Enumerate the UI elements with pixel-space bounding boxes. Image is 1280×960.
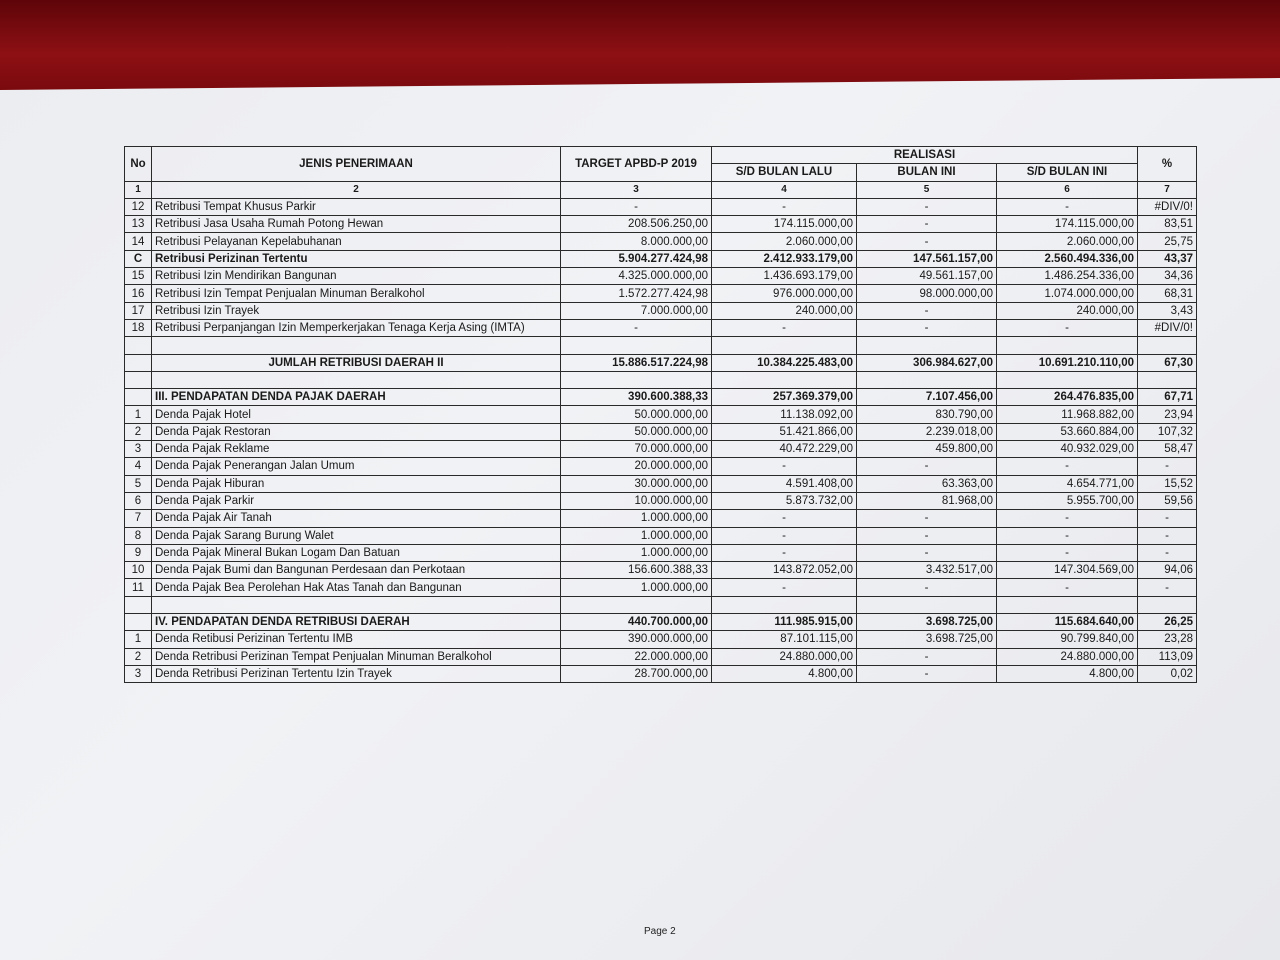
sd-bulan-ini-value: 24.880.000,00 (997, 648, 1138, 665)
sd-bulan-ini-value: - (997, 198, 1138, 215)
target-value: 15.886.517.224,98 (561, 354, 712, 371)
sd-bulan-lalu-value: 87.101.115,00 (712, 631, 857, 648)
background-top (0, 0, 1280, 90)
percent-value: - (1138, 458, 1197, 475)
sd-bulan-lalu-value: - (712, 527, 857, 544)
sd-bulan-lalu-value: 2.412.933.179,00 (712, 250, 857, 267)
sd-bulan-lalu-value: 4.800,00 (712, 665, 857, 682)
percent-value: 67,71 (1138, 389, 1197, 406)
blank-row (125, 596, 1197, 613)
row-name: JUMLAH RETRIBUSI DAERAH II (152, 354, 561, 371)
sd-bulan-lalu-value: 24.880.000,00 (712, 648, 857, 665)
row-number (125, 614, 152, 631)
sd-bulan-ini-value: 4.800,00 (997, 665, 1138, 682)
percent-value: 67,30 (1138, 354, 1197, 371)
bulan-ini-value: - (857, 216, 997, 233)
index-cell: 3 (561, 181, 712, 198)
table-row (125, 268, 1197, 285)
sd-bulan-lalu-value: - (712, 579, 857, 596)
index-cell: 6 (997, 181, 1138, 198)
row-name: Denda Retibusi Perizinan Tertentu IMB (152, 631, 561, 648)
sd-bulan-lalu-value: 4.591.408,00 (712, 475, 857, 492)
sd-bulan-lalu-value (712, 371, 857, 388)
sd-bulan-ini-value: - (997, 527, 1138, 544)
row-name: Retribusi Jasa Usaha Rumah Potong Hewan (152, 216, 561, 233)
percent-value: 83,51 (1138, 216, 1197, 233)
bulan-ini-value: - (857, 527, 997, 544)
sd-bulan-lalu-value: 10.384.225.483,00 (712, 354, 857, 371)
table-row (125, 631, 1197, 648)
row-name: Denda Retribusi Perizinan Tempat Penjualan Minuman Beralkohol (152, 648, 561, 665)
target-value: 1.000.000,00 (561, 527, 712, 544)
bulan-ini-value: 7.107.456,00 (857, 389, 997, 406)
target-value: 208.506.250,00 (561, 216, 712, 233)
sd-bulan-ini-value (997, 371, 1138, 388)
row-number (125, 389, 152, 406)
row-number (125, 337, 152, 354)
table-row (125, 319, 1197, 336)
row-number: C (125, 250, 152, 267)
target-value: - (561, 319, 712, 336)
row-name: Retribusi Izin Mendirikan Bangunan (152, 268, 561, 285)
table-row (125, 492, 1197, 509)
bulan-ini-value: - (857, 198, 997, 215)
row-name: Denda Pajak Mineral Bukan Logam Dan Batuan (152, 544, 561, 561)
row-name: Denda Pajak Air Tanah (152, 510, 561, 527)
sd-bulan-ini-value: 174.115.000,00 (997, 216, 1138, 233)
percent-value: 94,06 (1138, 562, 1197, 579)
sd-bulan-ini-value: 40.932.029,00 (997, 441, 1138, 458)
bulan-ini-value: 3.698.725,00 (857, 614, 997, 631)
row-name: Retribusi Perizinan Tertentu (152, 250, 561, 267)
row-name (152, 596, 561, 613)
row-number: 1 (125, 631, 152, 648)
target-value: 28.700.000,00 (561, 665, 712, 682)
sd-bulan-ini-value: - (997, 319, 1138, 336)
bulan-ini-value: - (857, 510, 997, 527)
sd-bulan-lalu-value: 11.138.092,00 (712, 406, 857, 423)
sd-bulan-lalu-value: 40.472.229,00 (712, 441, 857, 458)
sd-bulan-ini-value (997, 337, 1138, 354)
sd-bulan-lalu-value: 5.873.732,00 (712, 492, 857, 509)
table-row (125, 562, 1197, 579)
table-row (125, 198, 1197, 215)
row-name: III. PENDAPATAN DENDA PAJAK DAERAH (152, 389, 561, 406)
sd-bulan-lalu-value (712, 596, 857, 613)
row-name: Denda Retribusi Perizinan Tertentu Izin Trayek (152, 665, 561, 682)
target-value: 8.000.000,00 (561, 233, 712, 250)
percent-value: 68,31 (1138, 285, 1197, 302)
sd-bulan-lalu-value (712, 337, 857, 354)
row-name: Retribusi Izin Trayek (152, 302, 561, 319)
percent-value: - (1138, 544, 1197, 561)
sd-bulan-ini-value: - (997, 458, 1138, 475)
sd-bulan-ini-value: 2.060.000,00 (997, 233, 1138, 250)
bulan-ini-value: 830.790,00 (857, 406, 997, 423)
table-row (125, 216, 1197, 233)
row-number: 3 (125, 665, 152, 682)
sd-bulan-ini-value: 90.799.840,00 (997, 631, 1138, 648)
bulan-ini-value: 63.363,00 (857, 475, 997, 492)
table-row (125, 302, 1197, 319)
percent-value: 34,36 (1138, 268, 1197, 285)
target-value (561, 337, 712, 354)
sd-bulan-lalu-value: - (712, 319, 857, 336)
table-row (125, 285, 1197, 302)
table-body (125, 198, 1197, 682)
sd-bulan-lalu-value: 51.421.866,00 (712, 423, 857, 440)
sd-bulan-ini-value: - (997, 510, 1138, 527)
bulan-ini-value (857, 596, 997, 613)
table-row (125, 579, 1197, 596)
table-row (125, 614, 1197, 631)
row-name: Retribusi Izin Tempat Penjualan Minuman Beralkohol (152, 285, 561, 302)
sd-bulan-ini-value: - (997, 544, 1138, 561)
sd-bulan-lalu-value: - (712, 198, 857, 215)
bulan-ini-value: - (857, 302, 997, 319)
table-row (125, 233, 1197, 250)
sd-bulan-ini-value: 240.000,00 (997, 302, 1138, 319)
target-value: 70.000.000,00 (561, 441, 712, 458)
row-number: 1 (125, 406, 152, 423)
sd-bulan-ini-value: 5.955.700,00 (997, 492, 1138, 509)
sd-bulan-lalu-value: 143.872.052,00 (712, 562, 857, 579)
bulan-ini-value: 2.239.018,00 (857, 423, 997, 440)
table-row (125, 250, 1197, 267)
row-name: Denda Pajak Bumi dan Bangunan Perdesaan dan Perkotaan (152, 562, 561, 579)
sd-bulan-ini-value: 115.684.640,00 (997, 614, 1138, 631)
row-name: Retribusi Tempat Khusus Parkir (152, 198, 561, 215)
row-name: Retribusi Perpanjangan Izin Memperkerjakan Tenaga Kerja Asing (IMTA) (152, 319, 561, 336)
row-number: 7 (125, 510, 152, 527)
row-name: Denda Pajak Reklame (152, 441, 561, 458)
target-value: - (561, 198, 712, 215)
percent-value: 43,37 (1138, 250, 1197, 267)
bulan-ini-value: - (857, 319, 997, 336)
sd-bulan-lalu-value: 240.000,00 (712, 302, 857, 319)
target-value: 4.325.000.000,00 (561, 268, 712, 285)
target-value: 1.000.000,00 (561, 544, 712, 561)
target-value: 1.000.000,00 (561, 510, 712, 527)
sd-bulan-lalu-value: 257.369.379,00 (712, 389, 857, 406)
sd-bulan-lalu-value: 976.000.000,00 (712, 285, 857, 302)
percent-value (1138, 337, 1197, 354)
percent-value: 113,09 (1138, 648, 1197, 665)
sd-bulan-ini-value: 264.476.835,00 (997, 389, 1138, 406)
table-row (125, 648, 1197, 665)
row-name: Denda Pajak Bea Perolehan Hak Atas Tanah dan Bangunan (152, 579, 561, 596)
row-name: Denda Pajak Restoran (152, 423, 561, 440)
row-name: Denda Pajak Hotel (152, 406, 561, 423)
bulan-ini-value (857, 337, 997, 354)
sd-bulan-ini-value: 1.486.254.336,00 (997, 268, 1138, 285)
percent-value: 0,02 (1138, 665, 1197, 682)
header-jenis: JENIS PENERIMAAN (152, 147, 561, 182)
sd-bulan-lalu-value: - (712, 458, 857, 475)
percent-value: - (1138, 579, 1197, 596)
table-row (125, 423, 1197, 440)
row-number (125, 596, 152, 613)
target-value: 20.000.000,00 (561, 458, 712, 475)
percent-value: 107,32 (1138, 423, 1197, 440)
row-name: Denda Pajak Parkir (152, 492, 561, 509)
row-number: 14 (125, 233, 152, 250)
percent-value: 15,52 (1138, 475, 1197, 492)
row-number: 17 (125, 302, 152, 319)
percent-value: #DIV/0! (1138, 198, 1197, 215)
table-row (125, 441, 1197, 458)
table-row (125, 458, 1197, 475)
percent-value (1138, 371, 1197, 388)
target-value: 10.000.000,00 (561, 492, 712, 509)
percent-value: 23,94 (1138, 406, 1197, 423)
header-no: No (125, 147, 152, 182)
bulan-ini-value: 81.968,00 (857, 492, 997, 509)
row-number: 2 (125, 423, 152, 440)
sd-bulan-ini-value (997, 596, 1138, 613)
index-cell: 7 (1138, 181, 1197, 198)
percent-value: 3,43 (1138, 302, 1197, 319)
row-number: 4 (125, 458, 152, 475)
table-row (125, 406, 1197, 423)
index-cell: 5 (857, 181, 997, 198)
percent-value (1138, 596, 1197, 613)
bulan-ini-value: 459.800,00 (857, 441, 997, 458)
sd-bulan-ini-value: 1.074.000.000,00 (997, 285, 1138, 302)
target-value: 440.700.000,00 (561, 614, 712, 631)
bulan-ini-value: 306.984.627,00 (857, 354, 997, 371)
row-number: 6 (125, 492, 152, 509)
target-value: 390.600.388,33 (561, 389, 712, 406)
table-row (125, 389, 1197, 406)
target-value: 5.904.277.424,98 (561, 250, 712, 267)
table-row (125, 475, 1197, 492)
header-sd-bulan-lalu: S/D BULAN LALU (712, 164, 857, 181)
sd-bulan-ini-value: 147.304.569,00 (997, 562, 1138, 579)
percent-value: 58,47 (1138, 441, 1197, 458)
row-number: 3 (125, 441, 152, 458)
percent-value: 26,25 (1138, 614, 1197, 631)
target-value: 390.000.000,00 (561, 631, 712, 648)
target-value: 1.572.277.424,98 (561, 285, 712, 302)
bulan-ini-value: - (857, 579, 997, 596)
target-value (561, 371, 712, 388)
table-row (125, 354, 1197, 371)
row-number: 12 (125, 198, 152, 215)
percent-value: - (1138, 510, 1197, 527)
row-number: 5 (125, 475, 152, 492)
index-cell: 2 (152, 181, 561, 198)
header-realisasi: REALISASI (712, 147, 1138, 164)
bulan-ini-value: 3.698.725,00 (857, 631, 997, 648)
row-number: 15 (125, 268, 152, 285)
bulan-ini-value: 98.000.000,00 (857, 285, 997, 302)
sd-bulan-ini-value: 11.968.882,00 (997, 406, 1138, 423)
sd-bulan-ini-value: 4.654.771,00 (997, 475, 1138, 492)
revenue-table (124, 146, 1197, 683)
target-value: 22.000.000,00 (561, 648, 712, 665)
row-name: IV. PENDAPATAN DENDA RETRIBUSI DAERAH (152, 614, 561, 631)
bulan-ini-value: 49.561.157,00 (857, 268, 997, 285)
column-index-row (125, 181, 1197, 198)
bulan-ini-value: - (857, 648, 997, 665)
row-number: 2 (125, 648, 152, 665)
row-name: Retribusi Pelayanan Kepelabuhanan (152, 233, 561, 250)
row-number: 18 (125, 319, 152, 336)
row-name: Denda Pajak Penerangan Jalan Umum (152, 458, 561, 475)
bulan-ini-value (857, 371, 997, 388)
bulan-ini-value: 147.561.157,00 (857, 250, 997, 267)
bulan-ini-value: - (857, 233, 997, 250)
percent-value: - (1138, 527, 1197, 544)
blank-row (125, 337, 1197, 354)
bulan-ini-value: 3.432.517,00 (857, 562, 997, 579)
target-value: 7.000.000,00 (561, 302, 712, 319)
row-number: 9 (125, 544, 152, 561)
sd-bulan-ini-value: 2.560.494.336,00 (997, 250, 1138, 267)
row-name (152, 337, 561, 354)
row-number: 11 (125, 579, 152, 596)
header-target: TARGET APBD-P 2019 (561, 147, 712, 182)
row-name: Denda Pajak Sarang Burung Walet (152, 527, 561, 544)
sd-bulan-lalu-value: - (712, 510, 857, 527)
index-cell: 4 (712, 181, 857, 198)
header-bulan-ini: BULAN INI (857, 164, 997, 181)
header-percent: % (1138, 147, 1197, 182)
table-row (125, 527, 1197, 544)
target-value (561, 596, 712, 613)
index-cell: 1 (125, 181, 152, 198)
table-row (125, 544, 1197, 561)
percent-value: 23,28 (1138, 631, 1197, 648)
blank-row (125, 371, 1197, 388)
table-row (125, 665, 1197, 682)
bulan-ini-value: - (857, 665, 997, 682)
bulan-ini-value: - (857, 544, 997, 561)
row-number (125, 354, 152, 371)
sd-bulan-lalu-value: 111.985.915,00 (712, 614, 857, 631)
row-number: 13 (125, 216, 152, 233)
sd-bulan-lalu-value: 1.436.693.179,00 (712, 268, 857, 285)
sd-bulan-lalu-value: 2.060.000,00 (712, 233, 857, 250)
sd-bulan-lalu-value: - (712, 544, 857, 561)
target-value: 1.000.000,00 (561, 579, 712, 596)
row-number: 16 (125, 285, 152, 302)
row-number: 8 (125, 527, 152, 544)
sd-bulan-ini-value: - (997, 579, 1138, 596)
target-value: 50.000.000,00 (561, 423, 712, 440)
percent-value: 59,56 (1138, 492, 1197, 509)
page-number: Page 2 (644, 926, 676, 937)
target-value: 50.000.000,00 (561, 406, 712, 423)
sd-bulan-ini-value: 10.691.210.110,00 (997, 354, 1138, 371)
target-value: 30.000.000,00 (561, 475, 712, 492)
header-sd-bulan-ini: S/D BULAN INI (997, 164, 1138, 181)
row-name: Denda Pajak Hiburan (152, 475, 561, 492)
percent-value: #DIV/0! (1138, 319, 1197, 336)
percent-value: 25,75 (1138, 233, 1197, 250)
table-row (125, 510, 1197, 527)
sd-bulan-ini-value: 53.660.884,00 (997, 423, 1138, 440)
target-value: 156.600.388,33 (561, 562, 712, 579)
row-name (152, 371, 561, 388)
sd-bulan-lalu-value: 174.115.000,00 (712, 216, 857, 233)
row-number: 10 (125, 562, 152, 579)
bulan-ini-value: - (857, 458, 997, 475)
row-number (125, 371, 152, 388)
